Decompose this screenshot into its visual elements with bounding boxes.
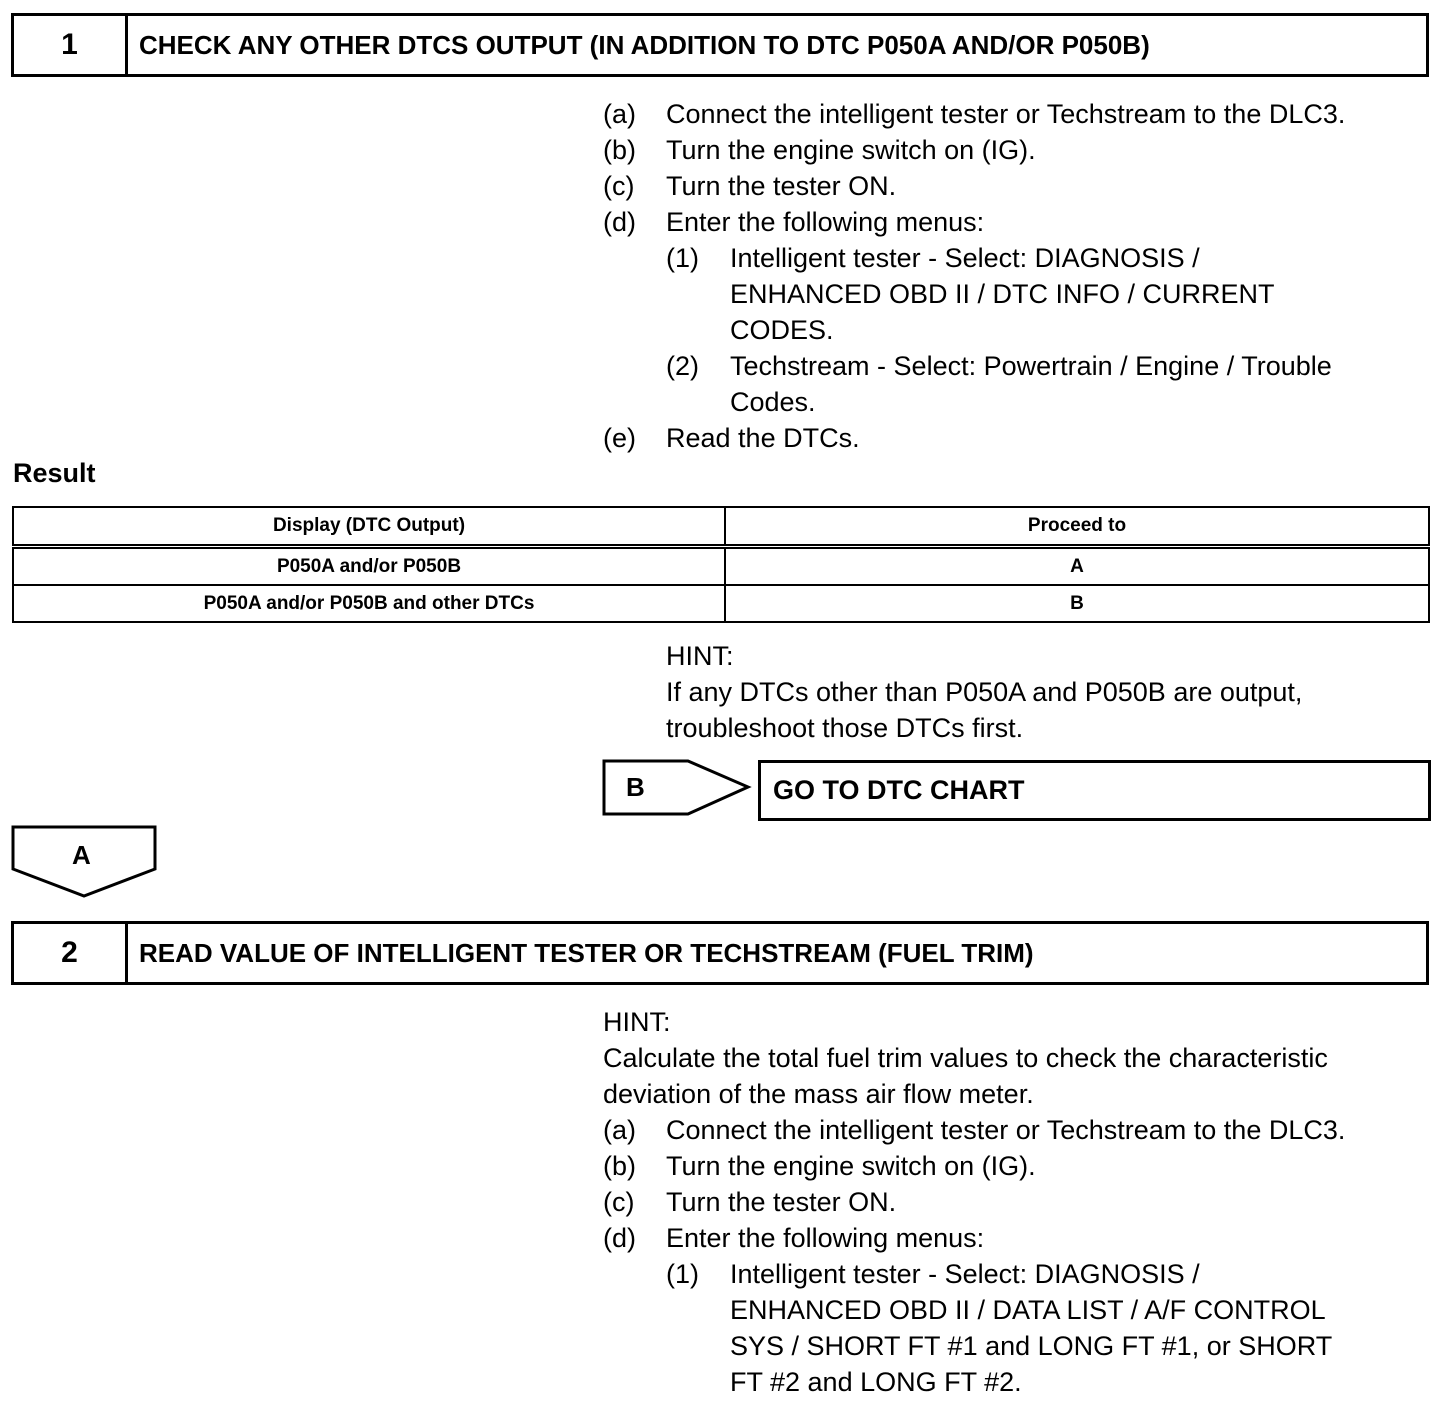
step-1-hint-label: HINT:: [666, 641, 734, 671]
table-header-display: Display (DTC Output): [13, 507, 725, 547]
table-cell: P050A and/or P050B: [13, 547, 725, 586]
table-cell: P050A and/or P050B and other DTCs: [13, 585, 725, 622]
table-cell: B: [725, 585, 1429, 622]
table-cell: A: [725, 547, 1429, 586]
table-header-row: [13, 507, 1429, 547]
step-2-hint-line-1: Calculate the total fuel trim values to check the characteristic: [603, 1043, 1328, 1073]
table-row: [13, 547, 1429, 586]
step-1-hint-line-1: If any DTCs other than P050A and P050B are output,: [666, 677, 1303, 707]
step-2-title: READ VALUE OF INTELLIGENT TESTER OR TECHSTREAM (FUEL TRIM): [139, 937, 1034, 968]
go-to-dtc-chart-box[interactable]: [758, 760, 1431, 821]
step-2-hint-line-2: deviation of the mass air flow meter.: [603, 1079, 1034, 1109]
branch-b-label: B: [626, 772, 645, 802]
result-label: Result: [13, 458, 96, 488]
step-2-header: [11, 921, 1429, 985]
step-1-title: CHECK ANY OTHER DTCS OUTPUT (IN ADDITION TO DTC P050A AND/OR P050B): [139, 29, 1150, 60]
step-1-hint-line-2: troubleshoot those DTCs first.: [666, 713, 1024, 743]
branch-a-label: A: [72, 840, 91, 870]
go-to-dtc-chart-label: GO TO DTC CHART: [773, 775, 1025, 805]
table-row: [13, 585, 1429, 622]
step-1-number: 1: [14, 16, 128, 74]
step-2-number: 2: [14, 924, 128, 982]
table-header-proceed: Proceed to: [725, 507, 1429, 547]
result-table: [12, 506, 1430, 623]
step-2-hint-label: HINT:: [603, 1007, 671, 1037]
branch-b-arrow-icon: [602, 759, 752, 817]
step-1-header: [11, 13, 1429, 77]
